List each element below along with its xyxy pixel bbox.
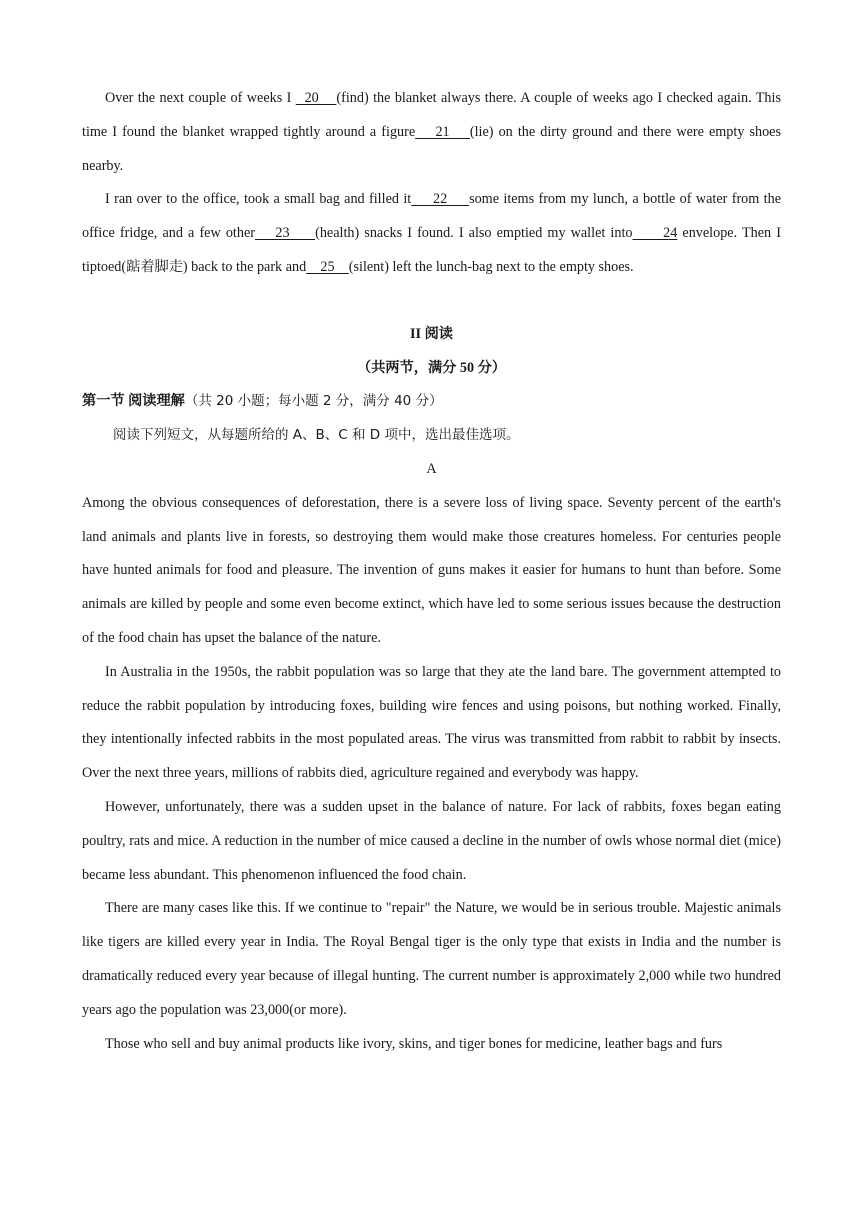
- blank-25: 25: [306, 258, 349, 275]
- blank-22: 22: [411, 191, 470, 208]
- cloze-paragraph-1: [82, 82, 781, 183]
- cloze-text: (silent) left the lunch-bag next to the empty shoes.: [348, 258, 634, 275]
- blank-20: 20: [295, 90, 337, 106]
- passage-label: A: [426, 460, 437, 477]
- document-page: [82, 82, 781, 1061]
- passage-paragraph-3: However, unfortunately, there was a sudden upset in the balance of nature. For lack of rabbits, foxes began eating poultry, rats and mice. A reduction in the number of mice caused a decline in the number of owls whose normal diet (mice) became less abundant. This phenomenon influenced the food chain.: [82, 798, 781, 883]
- cloze-paragraph-2: [82, 183, 781, 284]
- cloze-text: (lie) on the dirty ground and there were empty shoes nearby.: [82, 123, 782, 174]
- section-subtitle: （共两节，满分 50 分）: [357, 359, 506, 376]
- cloze-text: (find) the blanket always there. A couple of weeks ago I checked again. This time I found the blanket wrapped tightly around a figure: [82, 90, 781, 140]
- cloze-text: some items from my lunch, a bottle of water from the office fridge, and a few other: [82, 191, 782, 242]
- cloze-text: (health) snacks I found. I also emptied my wallet into: [315, 225, 633, 242]
- passage-paragraph-4: There are many cases like this. If we continue to "repair" the Nature, we would be in serious trouble. Majestic animals like tigers are killed every year in India. The Royal Bengal tiger is the only type that exists in India and the number is dramatically reduced every year because of illegal hunting. The current number is approximately 2,000 while two hundred years ago the population was 23,000(or more).: [82, 900, 781, 1018]
- part-heading: [82, 385, 781, 419]
- cloze-text: envelope. Then I tiptoed(踮着脚走) back to the park and: [82, 225, 781, 275]
- passage-paragraph-1: Among the obvious consequences of deforestation, there is a severe loss of living space. Seventy percent of the earth's land animals and plants live in forests, so destroying them would make those creatures homeless. For centuries people have hunted animals for food and pleasure. The invention of guns makes it easier for humans to hunt than before. Some animals are killed by people and some even become extinct, which have led to some serious issues because the destruction of the food chain has upset the balance of the nature.: [82, 494, 781, 646]
- cloze-text: I ran over to the office, took a small bag and filled it: [105, 191, 412, 208]
- blank-24: 24: [632, 225, 678, 242]
- instruction: 阅读下列短文，从每题所给的 A、B、C 和 D 项中，选出最佳选项。: [113, 427, 520, 444]
- section-title: II 阅读: [410, 325, 453, 342]
- passage-paragraph-5: Those who sell and buy animal products like ivory, skins, and tiger bones for medicine, leather bags and furs: [105, 1035, 723, 1052]
- cloze-text: Over the next couple of weeks I: [105, 90, 296, 106]
- passage-paragraph-2: In Australia in the 1950s, the rabbit population was so large that they ate the land bare. The government attempted to reduce the rabbit population by introducing foxes, building wire fences and using poisons, but nothing worked. Finally, they intentionally infected rabbits in the most populated areas. The virus was transmitted from rabbit to rabbit by insects. Over the next three years, millions of rabbits died, agriculture regained and everybody was happy.: [82, 663, 781, 782]
- blank-21: 21: [415, 123, 470, 140]
- part-title: 第一节 阅读理解: [82, 393, 185, 410]
- part-note: （共 20 小题；每小题 2 分，满分 40 分）: [184, 393, 443, 410]
- blank-23: 23: [254, 225, 316, 242]
- section-spacer: [82, 285, 781, 318]
